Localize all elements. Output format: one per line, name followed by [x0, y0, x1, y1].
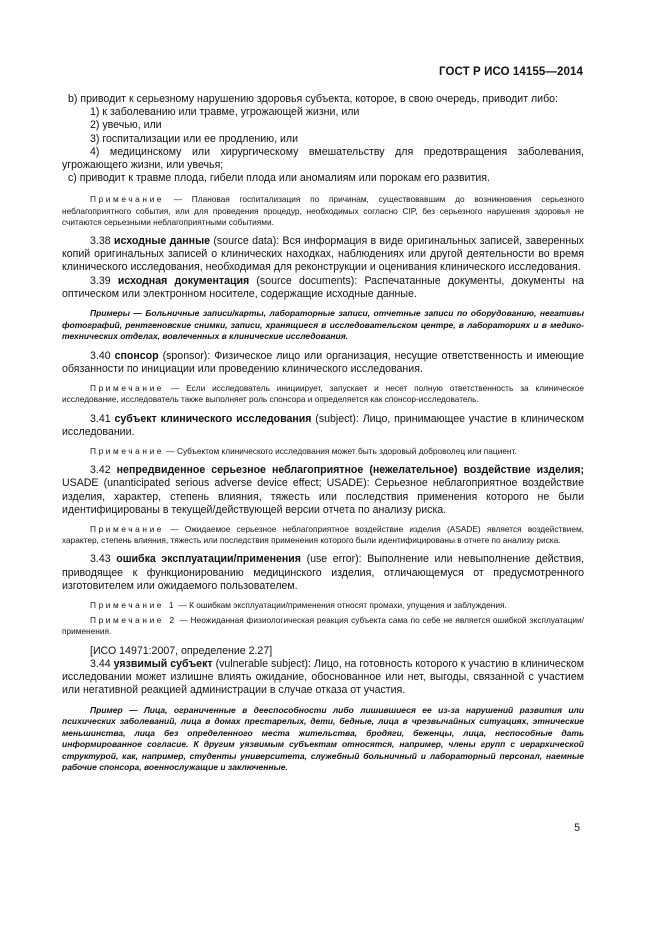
term-usade: непредвиденное серьезное неблагоприятное (нежелательное) воздействие изделия; [116, 464, 584, 477]
document-body [62, 93, 584, 774]
list-item-b: b) приводит к серьезному нарушению здоровья субъекта, которое, в свою очередь, приводит либо: [68, 93, 558, 105]
list-subitem-2: 2) увечью, или [90, 119, 162, 132]
term-source-data: исходные данные [114, 235, 211, 248]
definition-3-40: 3.40 спонсор (sponsor): Физическое лицо или организация, несущие ответственность и имеющие обязанности по инициации или проведению клинического исследования. [62, 349, 584, 376]
note-label: Примечание [90, 194, 165, 205]
example-3-44: Пример — Лица, ограниченные в дееспособности либо лишившиеся ее из-за нарушений развития или психических заболеваний, лица в домах престарелых, дети, бедные, лица в чрезвычайных ситуациях, этнические меньшинства, лица без определенного места жительства, бродяги, беженцы, лица, неспособные дать информированное согласие. К другим уязвимым субъектам относятся, например, члены групп с иерархической структурой, как, например, студенты университета, служебный больничный и лабораторный персонал, наемные рабочие спонсора, военнослужащие и заключенные. [62, 704, 584, 773]
note-label: Примечание [90, 524, 165, 535]
definition-3-43: 3.43 ошибка эксплуатации/применения (use error): Выполнение или невыполнение действия, приводящее к функционированию медицинского изделия, отличающемуся от предусмотренного изготовителем или ожидаемого пользователем. [62, 553, 585, 592]
note-3-43-2: Примечание 2 — Неожиданная физиологическая реакция субъекта сама по себе не является ошибкой эксплуатации/применения. [62, 615, 584, 637]
list-item-c: c) приводит к травме плода, гибели плода или аномалиям или порокам его развития. [68, 172, 490, 185]
note-3-43-1: Примечание 1 — К ошибкам эксплуатации/применения относят промахи, упущения и заблуждения. [90, 600, 507, 611]
example-3-39: Примеры — Больничные записи/карты, лабораторные записи, отчетные записи по оборудованию, негативы фотографий, рентгеновские снимки, записи, хранящиеся в исследовательском центре, в лабораториях и в медико-технических отделах, вовлеченных в клинические исследования. [62, 308, 584, 342]
list-subitem-4: 4) медицинскому или хирургическому вмешательству для предотвращения заболевания, угрожающего жизни, или увечья; [62, 145, 584, 172]
definition-3-44: 3.44 уязвимый субъект (vulnerable subject): Лицо, на готовность которого к участию в клиническом исследовании может излишне влиять ожидание, обоснованное или нет, выгоды, связанной с участием или негативной реакцией администрации в случае отказа от участия. [62, 657, 584, 697]
definition-3-38: 3.38 исходные данные (source data): Вся информация в виде оригинальных записей, заверенных копий оригинальных записей о клинических находках, наблюдениях или другой деятельности во время клинического исследования, необходимая для реконструкции и оценивания клинического исследования. [62, 235, 584, 274]
definition-3-41: 3.41 субъект клинического исследования (subject): Лицо, принимающее участие в клиническом исследовании. [62, 412, 584, 438]
list-subitem-1: 1) к заболеванию или травме, угрожающей жизни, или [90, 106, 360, 119]
term-use-error: ошибка эксплуатации/применения [116, 553, 301, 566]
note-hospitalization: Примечание — Плановая госпитализация по причинам, существовавшим до возникновения серьезного неблагоприятного события, или для проведения процедур, необходимых согласно CIP, без серьезного нарушения здоровья не считаются серьезными неблагоприятными событиями. [62, 194, 584, 227]
definition-3-42: 3.42 непредвиденное серьезное неблагоприятное (нежелательное) воздействие изделия; USADE (unanticipated serious adverse device effect; USADE): Серьезное неблагоприятное воздействие изделия, характер, степень влияния, тяжесть или последствия применения которого не были идентифицированы в текущей/действующей версии отчета по анализу риска. [62, 464, 584, 516]
term-source-documents: исходная документация [117, 274, 250, 287]
term-vulnerable-subject: уязвимый субъект [113, 657, 213, 670]
note-label: Примечание [90, 383, 165, 394]
term-subject: субъект клинического исследования [114, 412, 312, 425]
term-sponsor: спонсор [114, 349, 159, 362]
note-3-40: Примечание — Если исследователь инициирует, запускает и несет полную ответственность за клиническое исследование, исследователь также выполняет роль спонсора и определяется как спонсор-исследователь. [62, 383, 584, 405]
reference-3-43: [ИСО 14971:2007, определение 2.27] [90, 644, 273, 657]
note-label: Примечание 1 [90, 600, 177, 611]
note-3-41: Примечание — Субъектом клинического исследования может быть здоровый доброволец или пациент. [90, 446, 517, 457]
note-label: Примечание [90, 446, 165, 457]
list-subitem-3: 3) госпитализации или ее продлению, или [90, 132, 299, 145]
note-3-42: Примечание — Ожидаемое серьезное неблагоприятное воздействие изделия (ASADE) является воздействием, характер, степень влияния, тяжесть или последствия применения которого были идентифицированы в отчете по анализу риска. [62, 524, 584, 546]
note-label: Примечание 2 [90, 615, 177, 626]
definition-3-39: 3.39 исходная документация (source documents): Распечатанные документы, документы на оптическом или электронном носителе, содержащие исходные данные. [62, 274, 584, 300]
page-number: 5 [574, 822, 580, 834]
document-header: ГОСТ Р ИСО 14155—2014 [438, 66, 583, 78]
